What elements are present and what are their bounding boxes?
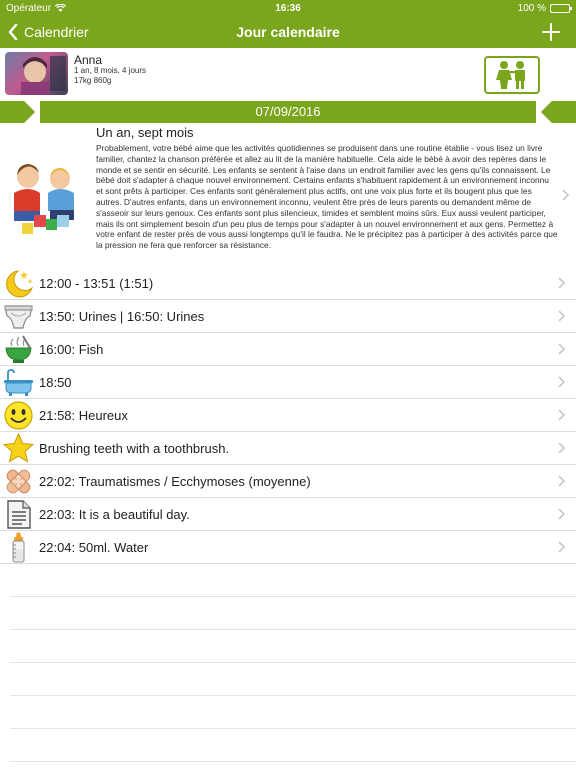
note-icon (3, 499, 34, 530)
chevron-right-icon (556, 277, 566, 289)
page-title: Jour calendaire (236, 24, 340, 40)
back-label: Calendrier (24, 24, 89, 40)
chevron-right-icon (556, 541, 566, 553)
bathtub-icon (3, 367, 34, 398)
chevron-right-icon (556, 508, 566, 520)
wifi-icon (55, 4, 66, 12)
chevron-right-icon (556, 442, 566, 454)
empty-row (10, 663, 576, 696)
diaper-icon (3, 301, 34, 332)
nav-bar (0, 16, 576, 48)
status-bar (0, 0, 576, 16)
event-label: 22:03: It is a beautiful day. (39, 507, 190, 522)
event-row-injury[interactable] (0, 465, 576, 498)
info-text: Probablement, votre bébé aime que les activités quotidiennes se produisent dans une routine établie - vous lisez un livre familier, chantez la chanson préférée et allez au lit de la manière habituelle. Cela aide le bébé à avoir des repères dans le monde et se sentir en sécurité. Les enfants se sentent à l'aise dans un endroit familier avec les gens qu'ils connaissent. Le bébé doit s'adapter à chaque nouvel environnement. Certains enfants s'habituent rapidement à un environnement inconnu et sont prêts à participer. Ces enfants sont généralement plus actifs, ont une voix plus forte et ils bougent plus que les autres. D'autres enfants, dans un environnement inconnu, veulent être près de leurs parents ou demandent même de s'asseoir sur leurs genoux. Ces enfants sont plus silencieux, timides et semblent moins sûrs. Eux aussi veulent participer, mais ils ont simplement besoin d'un peu plus de temps pour s'adapter à un nouvel environnement et aux gens. Permettez à votre enfant de rester près de vous aussi longtemps qu'il le faudra. Ne le précipitez pas à participer à des activités parce que la pression ne fera que renforcer sa résistance. (96, 143, 558, 251)
empty-row (10, 597, 576, 630)
event-row-mood[interactable] (0, 399, 576, 432)
empty-row (10, 696, 576, 729)
development-info[interactable] (0, 123, 576, 267)
event-label: Brushing teeth with a toothbrush. (39, 441, 230, 456)
chevron-right-icon (556, 376, 566, 388)
event-label: 22:04: 50ml. Water (39, 540, 149, 555)
child-name: Anna (74, 53, 103, 67)
child-profile (0, 48, 576, 101)
info-title: Un an, sept mois (96, 125, 194, 140)
baby-bottle-icon (3, 532, 34, 563)
event-label: 18:50 (39, 375, 72, 390)
empty-row (10, 729, 576, 762)
battery-icon (550, 4, 570, 13)
empty-row (10, 564, 576, 597)
event-label: 16:00: Fish (39, 342, 104, 357)
event-label: 13:50: Urines | 16:50: Urines (39, 309, 205, 324)
chevron-right-icon (556, 310, 566, 322)
event-row-milestone[interactable] (0, 432, 576, 465)
empty-row (10, 630, 576, 663)
carrier-label: Opérateur (6, 2, 52, 14)
event-label: 21:58: Heureux (39, 408, 128, 423)
chevron-right-icon (556, 475, 566, 487)
chevron-right-icon (560, 189, 570, 201)
event-row-food[interactable] (0, 333, 576, 366)
avatar (5, 52, 68, 95)
children-button[interactable] (484, 56, 540, 94)
kids-playing-illustration (4, 153, 88, 237)
children-icon (493, 60, 531, 90)
current-date: 07/09/2016 (255, 104, 321, 119)
chevron-right-icon (556, 343, 566, 355)
smiley-icon (3, 400, 34, 431)
event-label: 22:02: Traumatismes / Ecchymoses (moyenne) (39, 474, 311, 489)
moon-stars-icon (3, 268, 34, 299)
event-list (0, 267, 576, 762)
date-bar (0, 101, 576, 123)
chevron-right-icon (556, 409, 566, 421)
plus-icon[interactable] (540, 21, 562, 43)
event-label: 12:00 - 13:51 (1:51) (39, 276, 154, 291)
back-button[interactable] (8, 16, 89, 48)
event-row-diaper[interactable] (0, 300, 576, 333)
chevron-left-icon (8, 24, 18, 40)
star-icon (3, 433, 34, 464)
bandage-icon (3, 466, 34, 497)
child-age: 1 an, 8 mois, 4 jours (74, 66, 147, 75)
battery-label: 100 % (517, 2, 546, 14)
food-bowl-icon (3, 334, 34, 365)
event-row-bottle[interactable] (0, 531, 576, 564)
event-row-note[interactable] (0, 498, 576, 531)
status-time: 16:36 (275, 2, 301, 14)
child-weight: 17kg 860g (74, 76, 112, 85)
event-row-bath[interactable] (0, 366, 576, 399)
event-row-sleep[interactable] (0, 267, 576, 300)
